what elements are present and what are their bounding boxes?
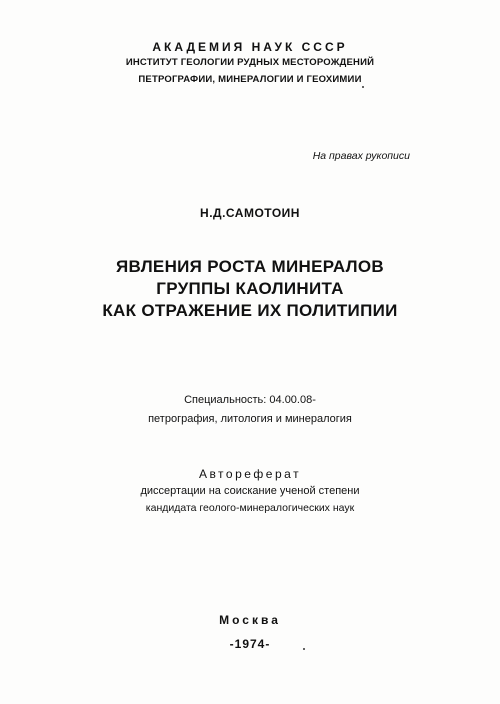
academy-name: АКАДЕМИЯ НАУК СССР	[152, 40, 348, 54]
manuscript-rights-note: На правах рукописи	[312, 150, 410, 162]
scan-speck	[303, 648, 305, 650]
abstract-heading: Автореферат	[198, 467, 302, 481]
title-line1: ЯВЛЕНИЯ РОСТА МИНЕРАЛОВ	[116, 257, 384, 276]
publication-year: -1974-	[229, 637, 271, 651]
specialty-name: петрография, литология и минералогия	[148, 413, 352, 425]
institute-name-line2: ПЕТРОГРАФИИ, МИНЕРАЛОГИИ И ГЕОХИМИИ	[138, 74, 362, 85]
scan-speck	[362, 86, 364, 88]
abstract-line1: диссертации на соискание ученой степени	[140, 485, 360, 497]
title-line2: ГРУППЫ КАОЛИНИТА	[156, 279, 344, 298]
specialty-code: Специальность: 04.00.08-	[184, 394, 316, 406]
publication-city: Москва	[219, 613, 281, 627]
institute-name-line1: ИНСТИТУТ ГЕОЛОГИИ РУДНЫХ МЕСТОРОЖДЕНИЙ	[125, 57, 375, 68]
author-name: Н.Д.САМОТОИН	[200, 206, 300, 220]
title-line3: КАК ОТРАЖЕНИЕ ИХ ПОЛИТИПИИ	[102, 301, 398, 320]
abstract-line2: кандидата геолого-минералогических наук	[145, 502, 355, 514]
